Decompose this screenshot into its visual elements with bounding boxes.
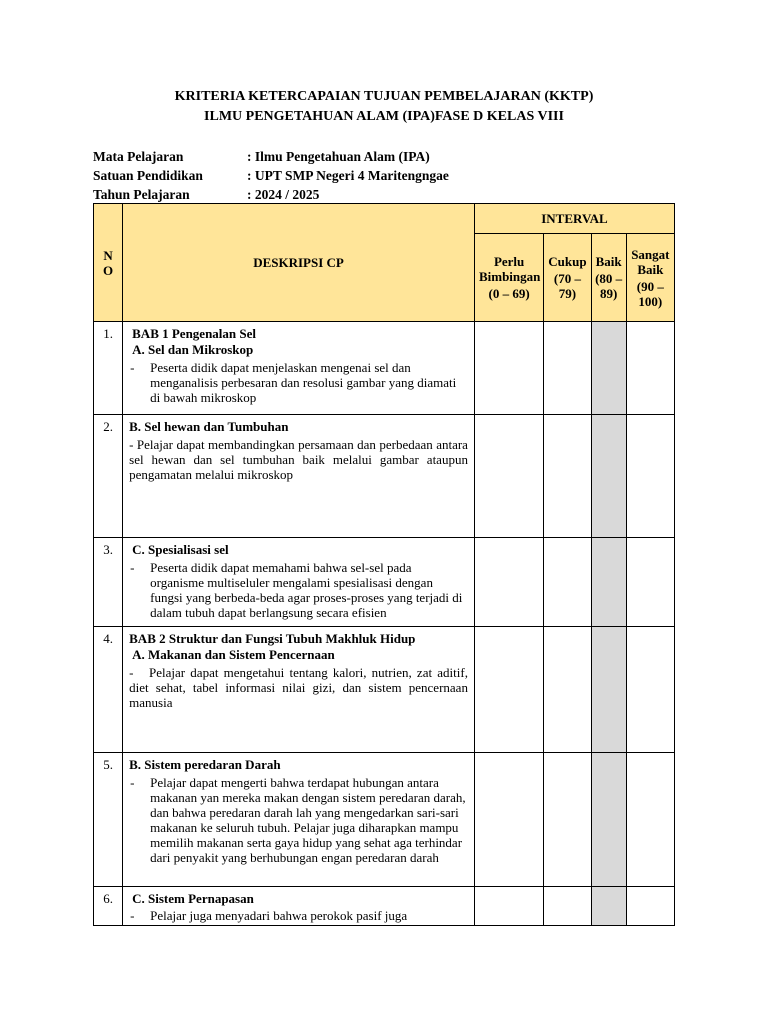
score-cell[interactable] xyxy=(474,753,543,887)
score-cell[interactable] xyxy=(591,322,626,415)
interval-label: Cukup xyxy=(548,254,587,269)
score-cell[interactable] xyxy=(544,627,591,753)
kktp-table xyxy=(93,203,675,926)
section-heading: C. Spesialisasi sel xyxy=(132,542,229,557)
score-cell[interactable] xyxy=(474,627,543,753)
cp-text: - Pelajar dapat mengetahui tentang kalori, nutrien, zat aditif, diet sehat, tabel informasi nilai gizi, dan sistem pencernaan manusia xyxy=(129,665,468,710)
score-cell[interactable] xyxy=(474,887,543,926)
section-heading: B. Sel hewan dan Tumbuhan xyxy=(129,419,289,434)
section-heading: B. Sistem peredaran Darah xyxy=(129,757,281,772)
meta-label: Satuan Pendidikan xyxy=(93,168,203,183)
cp-text: Peserta didik dapat menjelaskan mengenai sel dan menganalisis perbesaran dan resolusi gambar yang diamati di bawah mikroskop xyxy=(150,360,457,405)
header-baik xyxy=(591,234,626,322)
header-sangat-baik xyxy=(626,234,674,322)
score-cell[interactable] xyxy=(591,538,626,627)
cp-text: - Pelajar dapat membandingkan persamaan dan perbedaan antara sel hewan dan sel tumbuhan baik melalui gambar ataupun pengamatan melalui mikroskop xyxy=(129,437,468,482)
score-cell[interactable] xyxy=(474,538,543,627)
score-cell[interactable] xyxy=(626,753,674,887)
table-row xyxy=(94,627,675,753)
section-heading: A. Makanan dan Sistem Pencernaan xyxy=(132,647,335,662)
header-description: DESKRIPSI CP xyxy=(123,204,475,322)
table-row xyxy=(94,538,675,627)
row-description xyxy=(123,538,475,627)
score-cell[interactable] xyxy=(544,538,591,627)
row-number: 2. xyxy=(94,415,123,538)
meta-value: : Ilmu Pengetahuan Alam (IPA) xyxy=(247,149,430,164)
meta-value: : 2024 / 2025 xyxy=(247,187,320,202)
score-cell[interactable] xyxy=(474,415,543,538)
score-cell[interactable] xyxy=(626,627,674,753)
section-heading: C. Sistem Pernapasan xyxy=(132,891,254,906)
interval-range: (80 – 89) xyxy=(595,271,623,301)
header-interval: INTERVAL xyxy=(474,204,674,234)
chapter-heading: BAB 2 Struktur dan Fungsi Tubuh Makhluk Hidup xyxy=(129,631,416,646)
document-title: KRITERIA KETERCAPAIAN TUJUAN PEMBELAJARAN (KKTP) xyxy=(174,89,594,104)
row-number: 1. xyxy=(94,322,123,415)
cp-text-body: Pelajar dapat mengetahui tentang kalori, nutrien, zat aditif, diet sehat, tabel informasi nilai gizi, dan sistem pencernaan manusia xyxy=(129,665,468,710)
interval-range: (90 – 100) xyxy=(636,278,664,309)
cp-text: Pelajar dapat mengerti bahwa terdapat hubungan antara makanan yan mereka makan dengan sistem peredaran darah, dan bahwa peredaran darah lah yang mengedarkan sari-sari makanan ke seluruh tubuh. Pelajar juga diharapkan mampu memilih makanan serta gaya hidup yang sehat aga terhindar dari penyakit yang berhubungan engan peredaran darah xyxy=(150,775,466,865)
score-cell[interactable] xyxy=(626,415,674,538)
document-subtitle: ILMU PENGETAHUAN ALAM (IPA)FASE D KELAS VIII xyxy=(204,109,564,124)
score-cell[interactable] xyxy=(626,322,674,415)
score-cell[interactable] xyxy=(544,753,591,887)
score-cell[interactable] xyxy=(626,887,674,926)
score-cell[interactable] xyxy=(544,322,591,415)
score-cell[interactable] xyxy=(544,415,591,538)
interval-range: (70 – 79) xyxy=(553,271,581,301)
table-row xyxy=(94,887,675,926)
cp-text: Peserta didik dapat memahami bahwa sel-sel pada organisme multiseluler mengalami spesialisasi dengan fungsi yang berbeda-beda agar proses-proses yang terjadi di dalam tubuh dapat berlangsung secara efisien xyxy=(150,560,463,620)
header-perlu-bimbingan xyxy=(474,234,543,322)
meta-value: : UPT SMP Negeri 4 Maritengngae xyxy=(247,168,449,183)
row-number: 4. xyxy=(94,627,123,753)
score-cell[interactable] xyxy=(591,627,626,753)
interval-range: (0 – 69) xyxy=(488,286,530,301)
header-cukup xyxy=(544,234,591,322)
row-number: 3. xyxy=(94,538,123,627)
row-description xyxy=(123,322,475,415)
interval-label: Baik xyxy=(595,254,622,269)
row-number: 6. xyxy=(94,887,123,926)
score-cell[interactable] xyxy=(626,538,674,627)
score-cell[interactable] xyxy=(591,887,626,926)
table-row xyxy=(94,322,675,415)
score-cell[interactable] xyxy=(591,753,626,887)
meta-label: Tahun Pelajaran xyxy=(93,187,190,202)
list-item: - Pelajar dapat mengerti bahwa terdapat hubungan antara makanan yan mereka makan dengan sistem peredaran darah, dan bahwa peredaran darah lah yang mengedarkan sari-sari makanan ke seluruh tubuh. Pelajar juga diharapkan mampu memilih makanan serta gaya hidup yang sehat aga terhindar dari penyakit yang berhubungan engan peredaran darah xyxy=(129,775,468,865)
score-cell[interactable] xyxy=(474,322,543,415)
row-description xyxy=(123,887,475,926)
table-row xyxy=(94,415,675,538)
cp-text: Pelajar juga menyadari bahwa perokok pasif juga xyxy=(150,908,408,923)
row-description xyxy=(123,415,475,538)
list-item: - Pelajar juga menyadari bahwa perokok pasif juga xyxy=(129,908,468,923)
score-cell[interactable] xyxy=(591,415,626,538)
list-item: - Peserta didik dapat menjelaskan mengenai sel dan menganalisis perbesaran dan resolusi gambar yang diamati di bawah mikroskop xyxy=(129,360,468,405)
row-description xyxy=(123,753,475,887)
list-item: - Peserta didik dapat memahami bahwa sel-sel pada organisme multiseluler mengalami spesialisasi dengan fungsi yang berbeda-beda agar proses-proses yang terjadi di dalam tubuh dapat berlangsung secara efisien xyxy=(129,560,468,620)
meta-label: Mata Pelajaran xyxy=(93,149,184,164)
row-description xyxy=(123,627,475,753)
chapter-heading: BAB 1 Pengenalan Sel xyxy=(132,326,257,341)
table-row xyxy=(94,753,675,887)
section-heading: A. Sel dan Mikroskop xyxy=(132,342,254,357)
score-cell[interactable] xyxy=(544,887,591,926)
row-number: 5. xyxy=(94,753,123,887)
header-no: N O xyxy=(94,204,123,322)
interval-label: Perlu Bimbingan xyxy=(478,254,541,284)
interval-label: Sangat Baik xyxy=(631,246,670,277)
